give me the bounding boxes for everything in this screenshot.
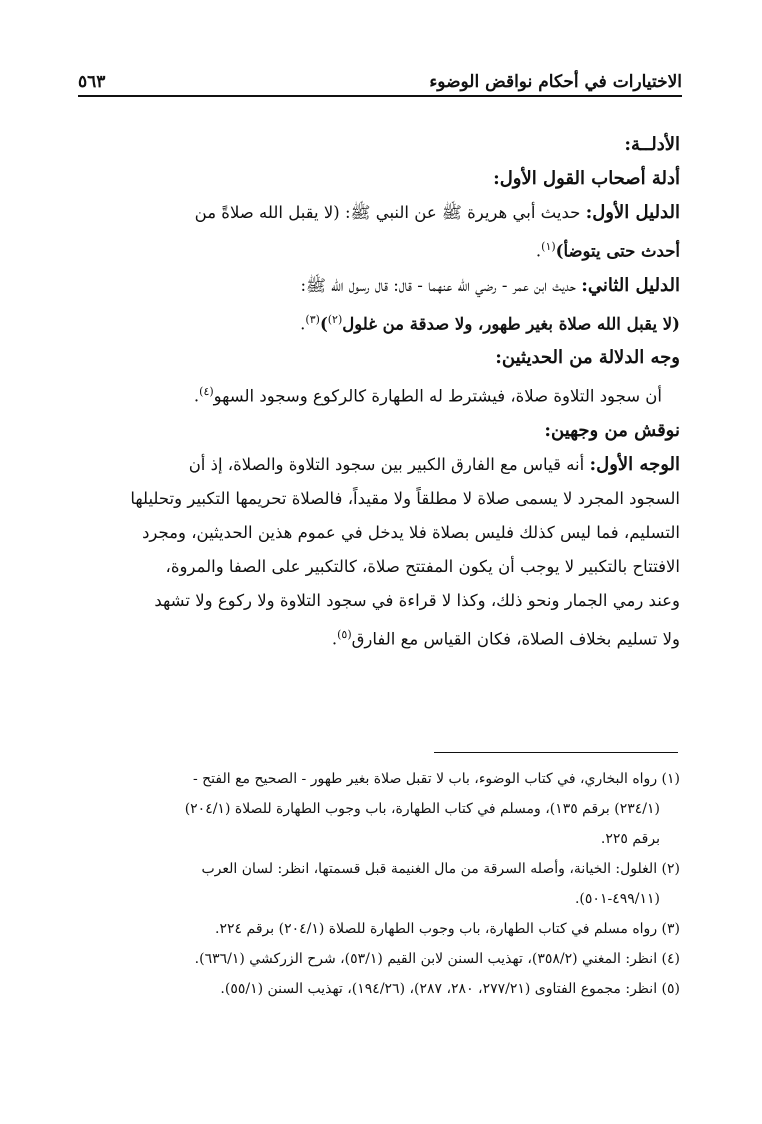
footnote-4: (٤) انظر: المغني (٣٥٨/٢)، تهذيب السنن لابن القيم (٥٣/١)، شرح الزركشي (٦٣٦/١).	[194, 951, 680, 967]
face-1-line-4: الافتتاح بالتكبير لا يوجب أن يكون المفتتح صلاة، كالتكبير على الصفا والمروة،	[165, 556, 680, 576]
evidence-2-text: حديث ابن عمر - رضي الله عنهما - قال: قال رسول الله ﷺ:	[300, 275, 576, 295]
footnotes	[80, 764, 680, 1004]
indication-text: أن سجود التلاوة صلاة، فيشترط له الطهارة كالركوع وسجود السهو$^{(٤)}$.	[193, 385, 662, 406]
footnote-ref-4: (٤)	[199, 385, 214, 398]
heading-first-opinion: أدلة أصحاب القول الأول:	[493, 168, 680, 189]
evidence-1-text: حديث أبي هريرة ﷺ عن النبي ﷺ: (لا يقبل الله صلاةً من	[194, 203, 581, 222]
evidence-2-close: )	[319, 314, 328, 333]
page-number: ٥٦٣	[78, 72, 106, 92]
evidence-1-label: الدليل الأول:	[585, 202, 680, 223]
footnote-1-line-3: برقم ٢٢٥.	[600, 831, 660, 847]
footnote-3: (٣) رواه مسلم في كتاب الطهارة، باب وجوب الطهارة للصلاة (٢٠٤/١) برقم ٢٢٤.	[215, 921, 680, 937]
footnote-1-line-2: (٢٣٤/١) برقم ١٣٥)، ومسلم في كتاب الطهارة، باب وجوب الطهارة للصلاة (٢٠٤/١)	[184, 801, 660, 817]
running-title: الاختيارات في أحكام نواقض الوضوء	[429, 72, 682, 92]
face-1-line-6: ولا تسليم بخلاف الصلاة، فكان القياس مع الفارق$^{(٥)}$.	[331, 627, 680, 648]
evidence-2	[82, 269, 680, 303]
face-1-line-3: التسليم، فما ليس كذلك فليس بصلاة فلا يدخل في عموم هذين الحديثين، ومجرد	[142, 522, 680, 542]
footnote-separator	[434, 752, 678, 753]
evidence-2-hadith: (لا يقبل الله صلاة بغير طهور، ولا صدقة من غلول	[342, 314, 680, 333]
face-1-line-5: وعند رمي الجمار ونحو ذلك، وكذا لا قراءة في سجود التلاوة ولا ركوع ولا تشهد	[154, 590, 680, 610]
face-1-text-1: أنه قياس مع الفارق الكبير بين سجود التلاوة والصلاة، إذ أن	[188, 454, 585, 474]
heading-evidence: الأدلــة:	[624, 134, 680, 155]
evidence-2-label: الدليل الثاني:	[581, 274, 680, 296]
footnote-ref-5: (٥)	[337, 627, 352, 641]
footnote-ref-2: (٢)	[327, 312, 343, 326]
evidence-2-cont: (لا يقبل الله صلاة بغير طهور، ولا صدقة من غلول$^{(٢)}$)$^{(٣)}$.	[300, 312, 680, 333]
face-1-line-2: السجود المجرد لا يسمى صلاة لا مطلقاً ولا مقيداً، فالصلاة تحريمها التكبير وتحليلها	[130, 488, 680, 508]
footnote-5: (٥) انظر: مجموع الفتاوى (٢٧٧/٢١، ٢٨٠، ٢٨٧)، (١٩٤/٢٦)، تهذيب السنن (٥٥/١).	[220, 981, 680, 997]
footnote-2-line-1: (٢) الغلول: الخيانة، وأصله السرقة من مال الغنيمة قبل قسمتها، انظر: لسان العرب	[201, 861, 680, 877]
footnote-ref-3: (٣)	[305, 312, 320, 326]
evidence-1-cont: أحدث حتى يتوضأ)$^{(١)}$.	[535, 240, 680, 261]
face-1-line-1	[82, 448, 680, 482]
footnote-2-line-2: (٤٩٩/١١-٥٠١).	[574, 891, 660, 907]
footnote-ref-1: (١)	[541, 240, 556, 253]
evidence-1-hadith-end: أحدث حتى يتوضأ)	[555, 241, 680, 261]
heading-discussion: نوقش من وجهين:	[544, 419, 680, 441]
heading-indication: وجه الدلالة من الحديثين:	[495, 347, 680, 368]
footnote-1-line-1: (١) رواه البخاري، في كتاب الوضوء، باب لا تقبل صلاة بغير طهور - الصحيح مع الفتح -	[192, 771, 680, 787]
indication-sentence: أن سجود التلاوة صلاة، فيشترط له الطهارة كالركوع وسجود السهو	[213, 386, 662, 406]
page-header	[78, 64, 682, 97]
evidence-1	[82, 196, 680, 230]
face-1-text-6: ولا تسليم بخلاف الصلاة، فكان القياس مع الفارق	[351, 629, 680, 648]
main-text	[82, 122, 680, 656]
face-1-label: الوجه الأول:	[589, 453, 680, 475]
